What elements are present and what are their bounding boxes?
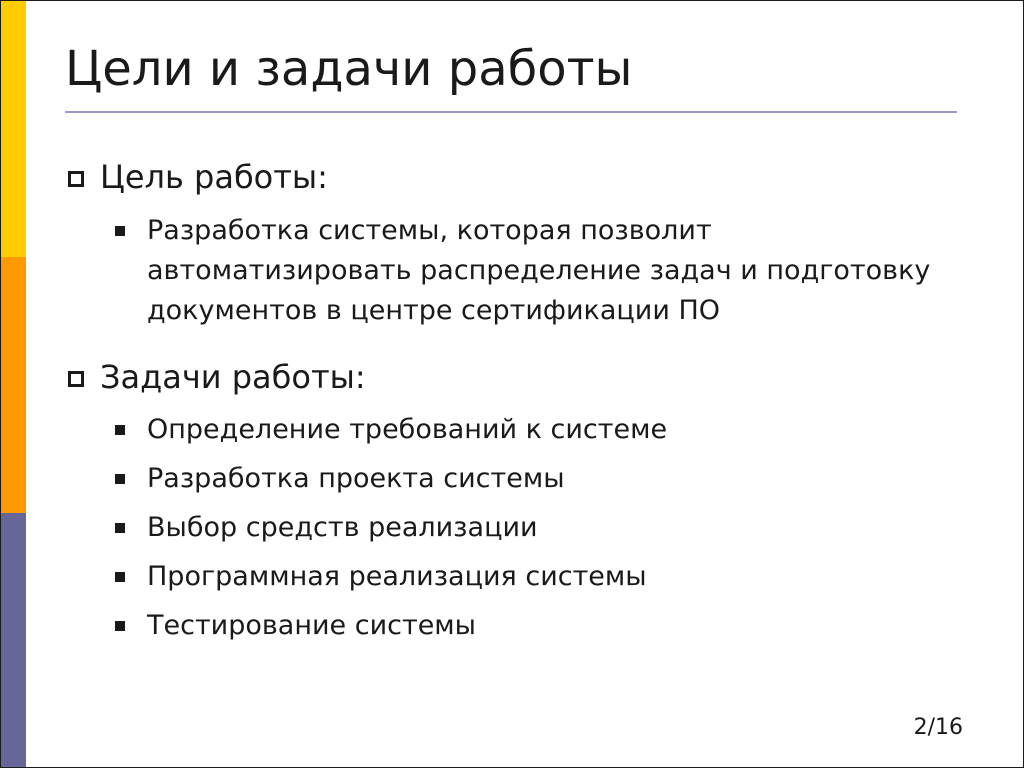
accent-segment-purple bbox=[1, 513, 26, 768]
section-tasks bbox=[63, 353, 983, 646]
accent-segment-orange bbox=[1, 257, 26, 513]
slide-title: Цели и задачи работы bbox=[65, 41, 633, 97]
goal-list bbox=[63, 211, 983, 331]
list-item-text: Тестирование системы bbox=[147, 610, 476, 641]
tasks-list bbox=[63, 410, 983, 646]
list-item bbox=[63, 410, 983, 450]
section-heading bbox=[63, 353, 983, 401]
section-goal bbox=[63, 153, 983, 331]
square-bullet-icon bbox=[115, 523, 125, 533]
square-bullet-icon bbox=[115, 425, 125, 435]
list-item-text: Разработка проекта системы bbox=[147, 463, 565, 494]
slide-content bbox=[63, 153, 983, 646]
list-item bbox=[63, 606, 983, 646]
list-item-text: Программная реализация системы bbox=[147, 561, 647, 592]
accent-segment-yellow bbox=[1, 1, 26, 257]
section-heading-text: Цель работы: bbox=[100, 158, 328, 196]
list-item-text: Определение требований к системе bbox=[147, 414, 668, 445]
square-bullet-icon bbox=[115, 474, 125, 484]
title-divider bbox=[65, 111, 957, 113]
square-bullet-icon bbox=[115, 621, 125, 631]
page-number: 2/16 bbox=[913, 715, 963, 740]
list-item bbox=[63, 211, 983, 331]
list-item-text: Разработка системы, которая позволит автоматизировать распределение задач и подготовку документов в центре сертификации ПО bbox=[147, 215, 931, 326]
section-heading-text: Задачи работы: bbox=[100, 358, 366, 396]
hollow-square-bullet-icon bbox=[68, 371, 84, 387]
list-item bbox=[63, 557, 983, 597]
accent-color-bar bbox=[1, 1, 26, 768]
section-heading bbox=[63, 153, 983, 201]
square-bullet-icon bbox=[115, 572, 125, 582]
square-bullet-icon bbox=[115, 226, 125, 236]
list-item bbox=[63, 459, 983, 499]
hollow-square-bullet-icon bbox=[68, 171, 84, 187]
list-item-text: Выбор средств реализации bbox=[147, 512, 538, 543]
list-item bbox=[63, 508, 983, 548]
